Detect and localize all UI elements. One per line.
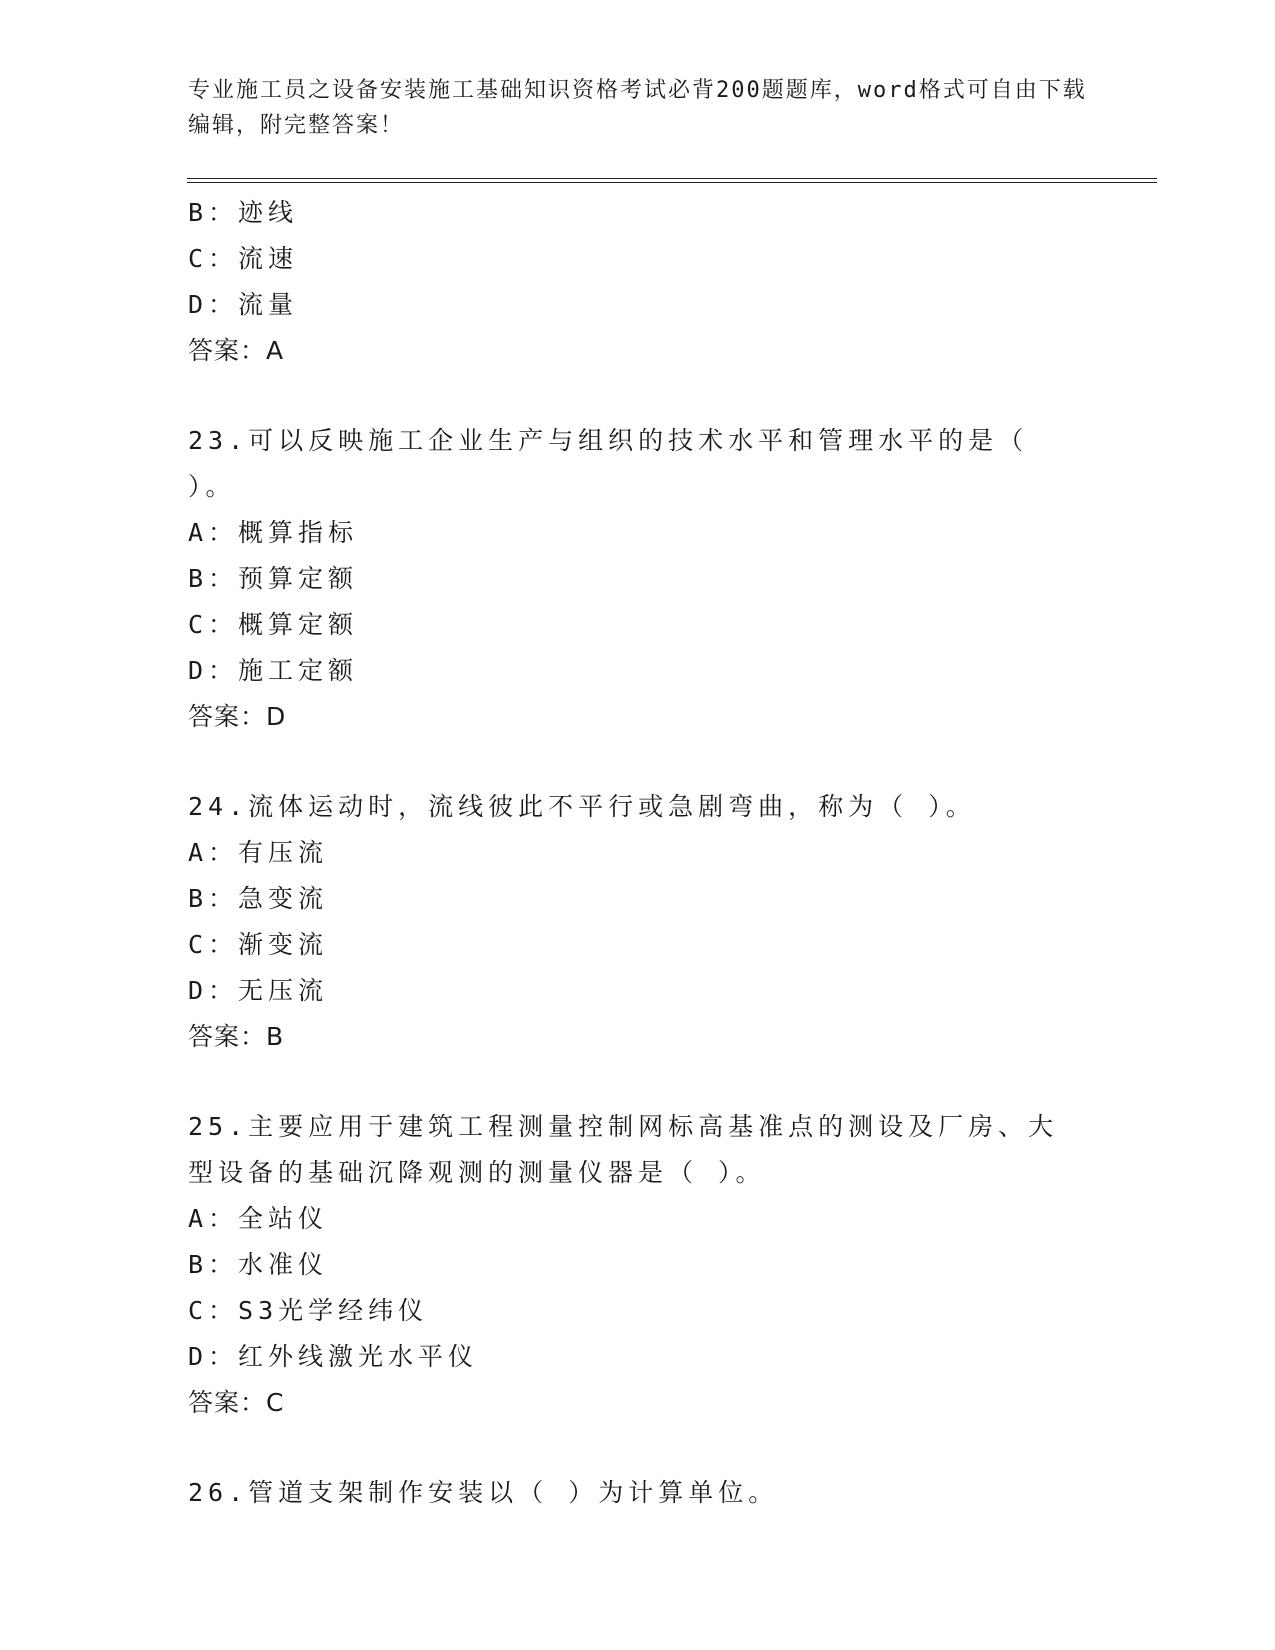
option-d: D：红外线激光水平仪 <box>188 1342 479 1371</box>
option-a: A：全站仪 <box>188 1204 329 1233</box>
question-25 <box>188 1104 1088 1426</box>
option-d: D：流量 <box>188 290 299 319</box>
question-26 <box>188 1470 1088 1516</box>
option-c: C：流速 <box>188 244 299 273</box>
answer-label: 答案：C <box>188 1388 285 1417</box>
option-c: C：S3光学经纬仪 <box>188 1296 429 1325</box>
option-b: B：水准仪 <box>188 1250 329 1279</box>
answer-label: 答案：B <box>188 1022 285 1051</box>
option-c: C：概算定额 <box>188 610 359 639</box>
option-a: A：有压流 <box>188 838 329 867</box>
option-b: B：迹线 <box>188 198 299 227</box>
question-text: 23.可以反映施工企业生产与组织的技术水平和管理水平的是（ ）。 <box>188 426 1029 501</box>
document-header: 专业施工员之设备安装施工基础知识资格考试必背200题题库，word格式可自由下载编辑，附完整答案！ <box>188 78 1087 138</box>
answer-label: 答案：A <box>188 336 285 365</box>
question-22-tail <box>188 190 1088 374</box>
option-a: A：概算指标 <box>188 518 359 547</box>
question-text: 24.流体运动时，流线彼此不平行或急剧弯曲，称为（ ）。 <box>188 792 976 821</box>
question-text: 26.管道支架制作安装以（ ）为计算单位。 <box>188 1478 779 1507</box>
question-list <box>188 190 1088 1516</box>
question-text: 25.主要应用于建筑工程测量控制网标高基准点的测设及厂房、大型设备的基础沉降观测的测量仪器是（ ）。 <box>188 1112 1059 1187</box>
option-c: C：渐变流 <box>188 930 329 959</box>
question-24 <box>188 784 1088 1060</box>
header-divider <box>187 178 1157 183</box>
option-d: D：施工定额 <box>188 656 359 685</box>
option-d: D：无压流 <box>188 976 329 1005</box>
option-b: B：预算定额 <box>188 564 359 593</box>
question-23 <box>188 418 1088 740</box>
answer-label: 答案：D <box>188 702 287 731</box>
option-b: B：急变流 <box>188 884 329 913</box>
